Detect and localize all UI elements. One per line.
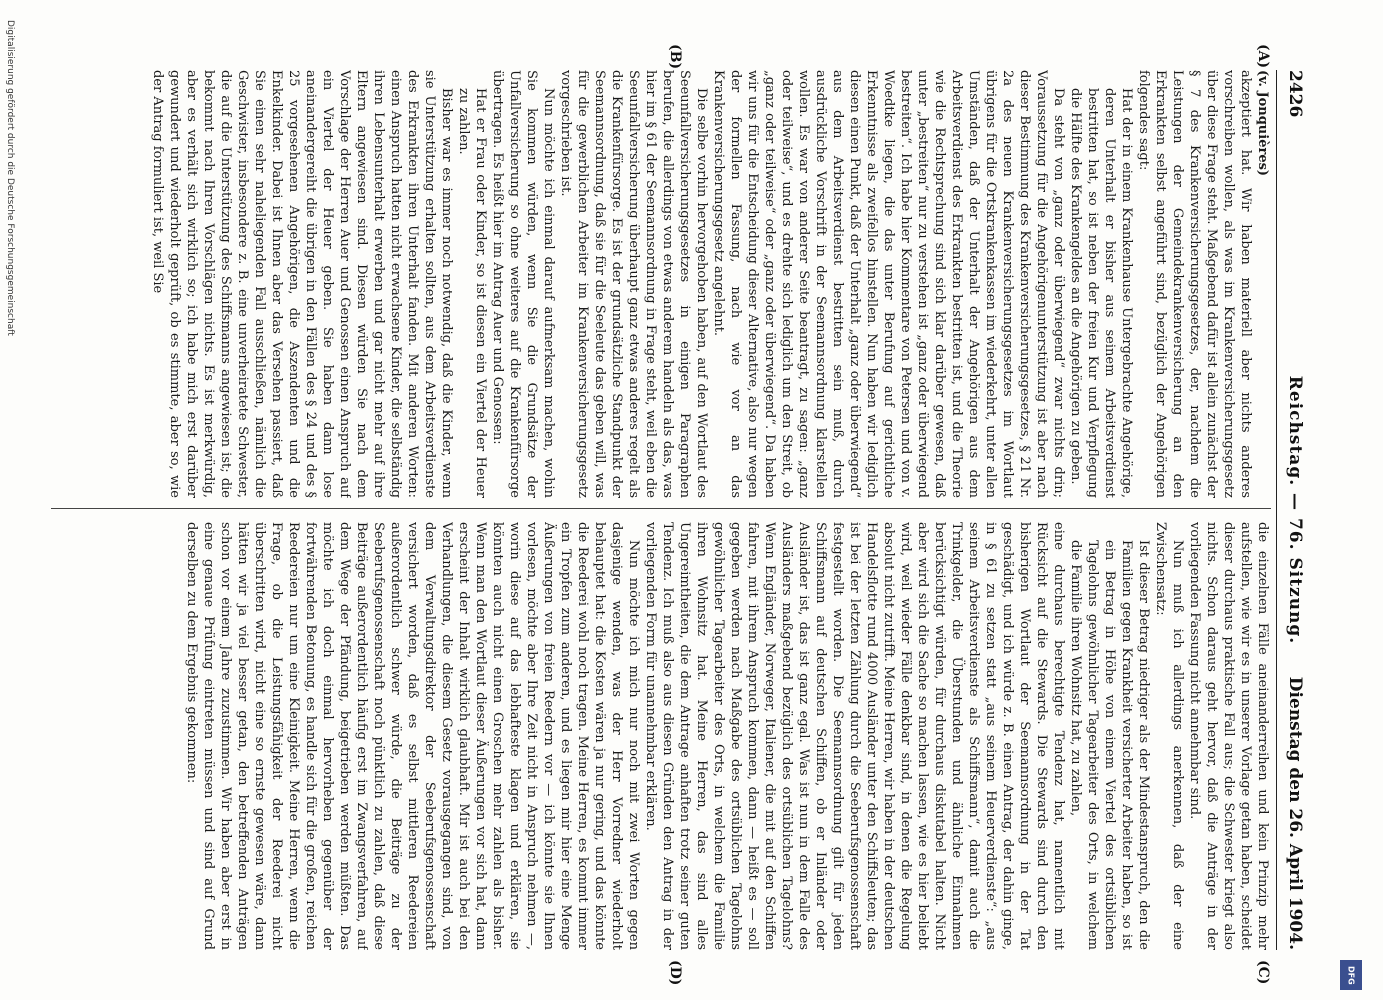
left-column [51, 70, 1271, 498]
paragraph: Nun muß ich allerdings anerkennen, daß der eine Zwischensatz: [1153, 522, 1185, 950]
quotation: Hat der in einem Krankenhause Untergebrachte Angehörige, deren Unterhalt er bisher aus seinem Arbeitsverdienst bestritten hat, so ist neben der freien Kur und Verpflegung die Hälfte des Krankengeldes an die Angehörigen zu geben. [1068, 88, 1134, 498]
paragraph: Bisher war es immer noch notwendig, daß die Kinder, wenn sie Unterstützung erhalten sollten, aus dem Arbeitsverdienste des Erkrankten ihren Unterhalt fanden. Mit anderen Worten: einen Anspruch hatten nicht erwachsene Kinder, die selbständig ihren Lebensunterhalt erwerben und gar nicht mehr auf ihre Eltern angewiesen sind. Diesen würden Sie nach dem Vorschlage der Herren Auer und Genossen einen Anspruch auf ein Viertel der Heuer geben. Sie haben dann lose aneinandergereiht die übrigen in den Fällen des § 24 und des § 25 vorgesehenen Angehörigen, die Aszendenten und die Enkelkinder. Dabei ist Ihnen aber das Versehen passiert, daß Sie einen sehr naheliegenden Fall ausschließen, nämlich die Geschwister, insbesondere z. B. eine unverheiratete Schwester, die auf die Unterstützung des Schiffsmanns angewiesen ist; die bekommt nach Ihren Vorschlägen nichts. Es ist merkwürdig, aber es verhält sich wirklich so; ich habe mich erst darüber gewundert und wiederholt geprüft, ob es stimmte, aber so, wie der Antrag formuliert ist, weil Sie [150, 70, 454, 498]
right-column [51, 522, 1271, 950]
paragraph: Die selbe vorhin hervorgehoben haben, auf den Wortlaut des Seeunfallversicherungsgesetzes in einigen Paragraphen berufen, die allerdings von etwas anderem handeln als das, was hier im § 61 der Seemannsordnung in Frage steht, weil eben die Seeunfallversicherung überhaupt ganz etwas anderes regelt als die Krankenfürsorge. Es ist der grundsätzliche Standpunkt der Seemannsordnung, daß sie für die Seeleute das geben will, was für die gewerblichen Arbeiter im Krankenversicherungsgesetz vorgeschrieben ist. [558, 70, 709, 498]
speaker-label: (v. Jonquières) [1255, 70, 1270, 177]
margin-marker-d: (D) [667, 960, 683, 986]
digitization-credit: Digitalisierung gefördert durch die Deutsche Forschungsgemeinschaft [5, 20, 15, 336]
paragraph: Da steht von „ganz oder überwiegend“ zwar nichts drin; Voraussetzung für die Angehörigenunterstützung ist aber nach dieser Bestimmung des Krankenversicherungsgesetzes, § 21 Nr. 2a des neuen Krankenversicherungsgesetzes im Wortlaut übrigens für die Ortskrankenkassen im wiederkehrt, unter allen Umständen, daß der Unterhalt der Angehörigen aus dem Arbeitsverdienst des Erkrankten bestritten ist, und die Theorie wie die Rechtsprechung sind sich klar darüber gewesen, daß unter „bestreiten“ nur zu verstehen ist „ganz oder überwiegend bestreiten“. Ich habe hier Kommentare von Petersen und von v. Woedtke liegen, die das unter Berufung auf gerichtliche Erkenntnisse als zweifellos hinstellen. Nun haben wir lediglich diesen einen Punkt, daß der Unterhalt „ganz oder überwiegend“ aus dem Arbeitsverdienst bestritten sein muß, durch ausdrückliche Vorschrift in der Seemannsordnung klarstellen wollen. Es war von anderer Seite beantragt, zu sagen: „ganz oder teilweise“, und es drehte sich lediglich um den Streit, ob „ganz oder teilweise“ oder „ganz oder überwiegend“. Da haben wir uns für die Entscheidung dieser Alternative, also nur wegen der formellen Fassung, nach wie vor an das Krankenversicherungsgesetz angelehnt. [711, 70, 1066, 498]
paragraph: akzeptiert hat. Wir haben materiell aber nichts anderes vorschreiben wollen, als was im Krankenversicherungsgesetz über diese Frage steht. Maßgebend dafür ist allein zunächst der § 7 des Krankenversicherungsgesetzes, der, nachdem die Leistungen der Gemeindekrankenversicherung an den Erkrankten selbst angeführt sind, bezüglich der Angehörigen folgendes sagt: [1136, 70, 1253, 498]
quotation: Hat er Frau oder Kinder, so ist diesen ein Viertel der Heuer zu zahlen. [456, 88, 488, 498]
paragraph: die einzelnen Fälle aneinanderreihen und kein Prinzip mehr aufstellen, wie wir es in unserer Vorlage getan haben, scheidet dieser durchaus praktische Fall aus; die Schwester kriegt also nichts. Schon daraus geht hervor, daß die Anträge in der vorliegenden Fassung nicht annehmbar sind. [1187, 522, 1270, 950]
margin-marker-a: (A) [1255, 44, 1271, 69]
paragraph: eine durchaus berechtigte Tendenz hat, namentlich mit Rücksicht auf die Stewards. Die Stewards sind durch den bisherigen Wortlaut der Seemannsordnung in der Tat geschädigt, und ich würde z. B. einen Antrag, der dahin ginge, in § 61 zu setzen statt „aus seinem Heuerverdienste“: „aus seinem Arbeitsverdienste als Schiffsmann“, damit auch die Trinkgelder, die Überstunden und ähnliche Einnahmen berücksichtigt würden, für durchaus diskutabel halten. Nicht aber wird sich die Sache so machen lassen, wie es hier beliebt wird, weil wieder Fälle denkbar sind, in denen die Regelung absolut nicht zutrifft. Meine Herren, wir haben in der deutschen Handelsflotte rund 4000 Ausländer unter den Schiffsleuten; das ist bei der letzten Zählung durch die Seeberufsgenossenschaft festgestellt worden. Die Seemannsordnung gilt für jeden Schiffsmann auf deutschen Schiffen, ob er Inländer oder Ausländer ist, das ist ganz egal. Was ist nun in dem Falle des Ausländers maßgebend bezüglich des ortsüblichen Tagelohns? Wenn Engländer, Norweger, Italiener, die mit auf den Schiffen fahren, mit ihrem Anspruch kommen, dann — heißt es — soll gegeben werden nach Maßgabe des ortsüblichen Tagelohns gewöhnlicher Tagearbeiter des Orts, in welchem die Familie ihren Wohnsitz hat. Meine Herren, das sind alles Ungereimtheiten, die dem Antrage anhaften trotz seiner guten Tendenz. Ich muß also aus diesen Gründen den Antrag in der vorliegenden Form für unannehmbar erklären. [643, 522, 1066, 950]
margin-marker-b: (B) [667, 44, 683, 70]
column-divider [51, 508, 1271, 509]
paragraph: Nun möchte ich mich nur noch mit zwei Worten gegen dasjenige wenden, was der Herr Vorredner wiederholt behauptet hat: die Kosten wären ja nur gering, und das könnte die Reederei wohl noch tragen. Meine Herren, es kommt immer ein Tropfen zum anderen, und es liegen mir hier eine Menge Äußerungen von freien Reedern vor — ich könnte sie Ihnen vorlesen, möchte aber Ihre Zeit nicht in Anspruch nehmen —, worin diese auf das lebhafteste klagen und erklären, sie könnten auch nicht einen Groschen mehr zahlen als bisher. Wenn man den Wortlaut dieser Äußerungen vor sich hat, dann erscheint der Inhalt wirklich glaubhaft. Mir ist auch bei den Verhandlungen, die diesem Gesetz vorausgegangen sind, von dem Verwaltungsdirektor der Seeberufsgenossenschaft versichert worden, daß es selbst mittleren Reedereien außerordentlich schwer würde, die Beiträge zu der Seeberufsgenossenschaft noch pünktlich zu zahlen, daß diese Beiträge außerordentlich häufig erst im Zwangsverfahren, auf dem Wege der Pfändung, beigetrieben werden müßten. Das möchte ich doch einmal hervorheben gegenüber der fortwährenden Betonung, es handle sich für die großen, reichen Reedereien nur um eine Kleinigkeit. Meine Herren, wenn die Frage, ob die Leistungsfähigkeit der Reederei nicht überschritten wird, nicht eine so ernste gewesen wäre, dann hätten wir ja viel besser getan, den betreffenden Anträgen schon vor einem Jahre zuzustimmen. Wir haben aber erst in eine genaue Prüfung eintreten müssen und sind auf Grund derselben zu dem Ergebnis gekommen: [184, 522, 641, 950]
quotation: Ist dieser Betrag niedriger als der Mindestanspruch, den die Familien gegen Krankheit versicherter Arbeiter haben, so ist ein Betrag in Höhe von einem Viertel des ortsüblichen Tagelohns gewöhnlicher Tagearbeiter des Orts, in welchem die Familie ihren Wohnsitz hat, zu zahlen, [1068, 540, 1151, 950]
page-number: 2426 [1285, 70, 1305, 118]
page-header [1275, 70, 1305, 950]
paragraph: Nun möchte ich einmal darauf aufmerksam machen, wohin Sie kommen würden, wenn Sie die Grundsätze der Unfallversicherung so ohne weiteres auf die Krankenfürsorge übertragen. Es heißt hier im Antrag Auer und Genossen: [490, 70, 556, 498]
header-title: Reichstag. — 76. Sitzung. [1285, 375, 1305, 645]
header-date: Dienstag den 26. April 1904. [1285, 676, 1305, 950]
margin-marker-c: (C) [1255, 960, 1271, 985]
header-rule [1276, 70, 1277, 950]
dfg-logo: DFG [1340, 960, 1362, 990]
